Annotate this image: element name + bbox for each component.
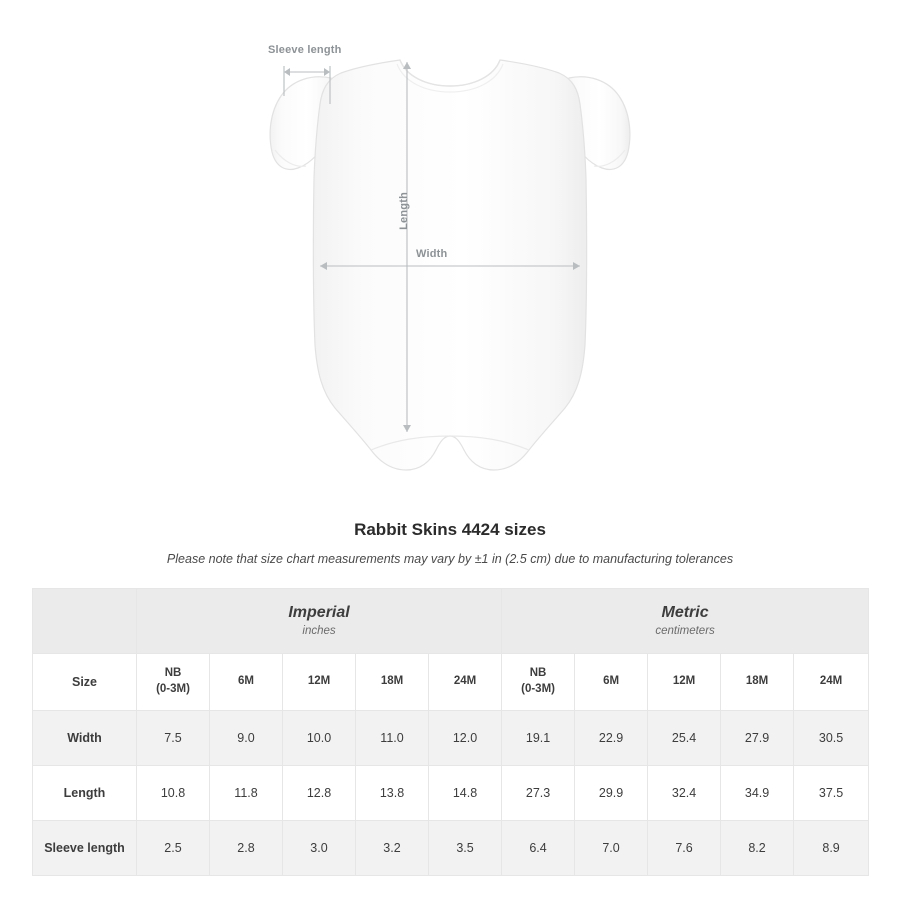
row-label-length: Length bbox=[33, 766, 137, 821]
col-imperial-6m bbox=[210, 654, 283, 711]
cell-width-metric-6m: 22.9 bbox=[575, 711, 648, 766]
unit-imperial-sub: inches bbox=[302, 624, 336, 637]
row-label-sleeve-length: Sleeve length bbox=[33, 821, 137, 876]
cell-length-metric-6m: 29.9 bbox=[575, 766, 648, 821]
col-imperial-12m-line1: 12M bbox=[307, 675, 331, 688]
cell-width-imperial-nb: 7.5 bbox=[137, 711, 210, 766]
cell-sleeve-metric-18m: 8.2 bbox=[721, 821, 794, 876]
col-imperial-24m-line1: 24M bbox=[453, 675, 477, 688]
cell-sleeve-imperial-nb: 2.5 bbox=[137, 821, 210, 876]
column-header-row bbox=[33, 654, 869, 711]
col-metric-24m bbox=[794, 654, 869, 711]
col-imperial-6m-line1: 6M bbox=[238, 675, 254, 688]
unit-metric-sub: centimeters bbox=[655, 624, 715, 637]
cell-sleeve-metric-24m: 8.9 bbox=[794, 821, 869, 876]
col-metric-18m bbox=[721, 654, 794, 711]
size-chart-table-wrapper bbox=[32, 588, 868, 876]
annotation-length: Length bbox=[398, 192, 410, 230]
cell-width-metric-18m: 27.9 bbox=[721, 711, 794, 766]
col-metric-12m-line1: 12M bbox=[672, 675, 696, 688]
cell-length-metric-12m: 32.4 bbox=[648, 766, 721, 821]
unit-imperial-name: Imperial bbox=[288, 603, 350, 621]
col-imperial-18m-line1: 18M bbox=[380, 675, 404, 688]
col-imperial-nb-line1: NB bbox=[164, 667, 182, 680]
cell-width-imperial-6m: 9.0 bbox=[210, 711, 283, 766]
cell-length-imperial-18m: 13.8 bbox=[356, 766, 429, 821]
col-imperial-12m bbox=[283, 654, 356, 711]
col-imperial-18m bbox=[356, 654, 429, 711]
row-label-width: Width bbox=[33, 711, 137, 766]
cell-length-imperial-24m: 14.8 bbox=[429, 766, 502, 821]
unit-banner-spacer bbox=[33, 589, 137, 654]
cell-width-imperial-24m: 12.0 bbox=[429, 711, 502, 766]
col-metric-nb-line2: (0-3M) bbox=[521, 683, 555, 695]
cell-length-imperial-nb: 10.8 bbox=[137, 766, 210, 821]
size-label: Size bbox=[33, 654, 137, 711]
col-imperial-nb-line2: (0-3M) bbox=[156, 683, 190, 695]
cell-length-metric-24m: 37.5 bbox=[794, 766, 869, 821]
cell-length-imperial-6m: 11.8 bbox=[210, 766, 283, 821]
col-metric-nb-line1: NB bbox=[529, 667, 547, 680]
cell-sleeve-imperial-18m: 3.2 bbox=[356, 821, 429, 876]
size-chart-table bbox=[32, 588, 869, 876]
unit-banner-row bbox=[33, 589, 869, 654]
cell-sleeve-imperial-12m: 3.0 bbox=[283, 821, 356, 876]
cell-length-metric-nb: 27.3 bbox=[502, 766, 575, 821]
col-metric-6m bbox=[575, 654, 648, 711]
annotation-width: Width bbox=[416, 248, 448, 260]
annotation-sleeve-length: Sleeve length bbox=[268, 44, 342, 56]
col-imperial-nb bbox=[137, 654, 210, 711]
cell-sleeve-metric-12m: 7.6 bbox=[648, 821, 721, 876]
table-row bbox=[33, 766, 869, 821]
chart-header bbox=[0, 520, 900, 566]
col-metric-6m-line1: 6M bbox=[603, 675, 620, 688]
cell-width-metric-24m: 30.5 bbox=[794, 711, 869, 766]
cell-sleeve-metric-nb: 6.4 bbox=[502, 821, 575, 876]
col-metric-18m-line1: 18M bbox=[745, 675, 769, 688]
cell-width-metric-nb: 19.1 bbox=[502, 711, 575, 766]
col-metric-12m bbox=[648, 654, 721, 711]
unit-imperial bbox=[137, 589, 502, 654]
unit-metric bbox=[502, 589, 869, 654]
tolerance-note: Please note that size chart measurements may vary by ±1 in (2.5 cm) due to manufacturing tolerances bbox=[166, 552, 734, 566]
col-metric-nb bbox=[502, 654, 575, 711]
cell-sleeve-imperial-24m: 3.5 bbox=[429, 821, 502, 876]
cell-sleeve-imperial-6m: 2.8 bbox=[210, 821, 283, 876]
cell-width-imperial-18m: 11.0 bbox=[356, 711, 429, 766]
unit-metric-name: Metric bbox=[661, 603, 709, 621]
cell-length-imperial-12m: 12.8 bbox=[283, 766, 356, 821]
cell-sleeve-metric-6m: 7.0 bbox=[575, 821, 648, 876]
page-title: Rabbit Skins 4424 sizes bbox=[354, 520, 546, 539]
col-metric-24m-line1: 24M bbox=[819, 675, 843, 688]
cell-length-metric-18m: 34.9 bbox=[721, 766, 794, 821]
col-imperial-24m bbox=[429, 654, 502, 711]
cell-width-imperial-12m: 10.0 bbox=[283, 711, 356, 766]
table-row bbox=[33, 821, 869, 876]
table-row bbox=[33, 711, 869, 766]
cell-width-metric-12m: 25.4 bbox=[648, 711, 721, 766]
